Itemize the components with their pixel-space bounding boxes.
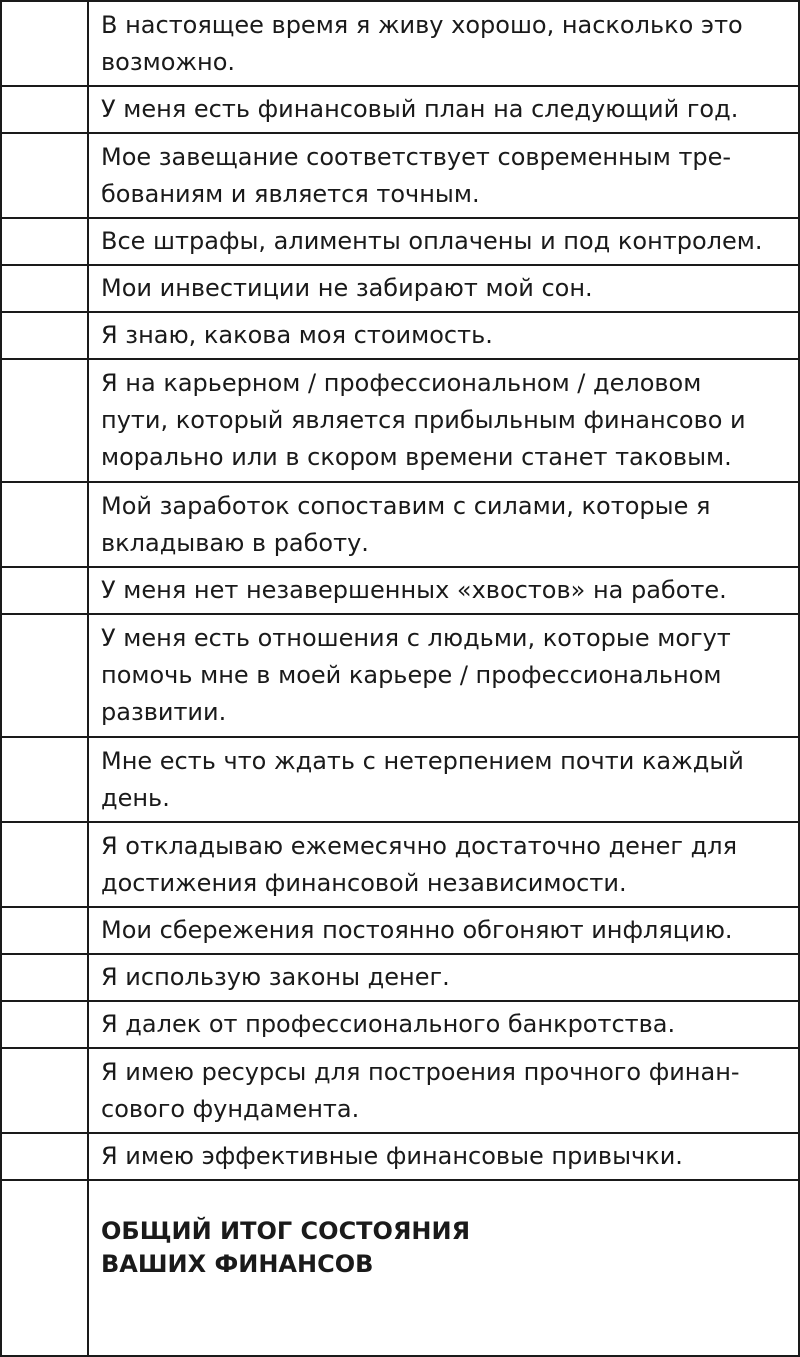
statement-line: бованиям и является точным.: [101, 179, 480, 208]
table-row: [1, 1001, 799, 1048]
statement-cell: [88, 822, 799, 907]
statement-line: Мои инвестиции не забирают мой сон.: [101, 274, 593, 302]
statement-cell: [88, 86, 799, 133]
statement-cell: [88, 133, 799, 218]
table-row: [1, 907, 799, 954]
table-row: [1, 614, 799, 737]
statement-line: Все штрафы, алименты оплачены и под контролем.: [101, 227, 763, 255]
checkbox-cell[interactable]: [1, 954, 88, 1001]
table-row: [1, 737, 799, 822]
statement-line: В настоящее время я живу хорошо, насколько это: [101, 10, 743, 39]
table-row: [1, 1, 799, 86]
table-row: [1, 359, 799, 482]
statement-cell: [88, 614, 799, 737]
statement-line: Я использую законы денег.: [101, 963, 450, 991]
total-label-line: ВАШИХ ФИНАНСОВ: [101, 1250, 374, 1278]
checkbox-cell[interactable]: [1, 1048, 88, 1133]
statement-cell: [88, 312, 799, 359]
statement-line: Мне есть что ждать с нетерпением почти каждый: [101, 746, 744, 775]
checkbox-cell[interactable]: [1, 265, 88, 312]
statement-cell: [88, 1048, 799, 1133]
checkbox-cell[interactable]: [1, 359, 88, 482]
total-label-line: ОБЩИЙ ИТОГ СОСТОЯНИЯ: [101, 1217, 471, 1245]
checkbox-cell[interactable]: [1, 614, 88, 737]
total-label-cell: [88, 1180, 799, 1356]
table-row: [1, 1133, 799, 1180]
statement-cell: [88, 954, 799, 1001]
statement-line: сового фундамента.: [101, 1094, 360, 1123]
total-row: [1, 1180, 799, 1356]
statement-cell: [88, 1133, 799, 1180]
statement-line: морально или в скором времени станет таковым.: [101, 443, 732, 471]
checkbox-cell[interactable]: [1, 312, 88, 359]
checkbox-cell[interactable]: [1, 1, 88, 86]
table-row: [1, 133, 799, 218]
statement-line: Я знаю, какова моя стоимость.: [101, 321, 493, 349]
checkbox-cell[interactable]: [1, 1001, 88, 1048]
statement-line: день.: [101, 783, 170, 812]
statement-line: пути, который является прибыльным финансово и: [101, 406, 746, 434]
table-row: [1, 822, 799, 907]
statement-line: Я на карьерном / профессиональном / деловом: [101, 369, 702, 397]
statement-cell: [88, 265, 799, 312]
statement-line: Я имею ресурсы для построения прочного финан-: [101, 1057, 740, 1086]
table-row: [1, 482, 799, 567]
statement-line: Я далек от профессионального банкротства.: [101, 1010, 676, 1038]
statement-cell: [88, 482, 799, 567]
statement-line: Мои сбережения постоянно обгоняют инфляцию.: [101, 916, 733, 944]
table-row: [1, 86, 799, 133]
table-row: [1, 265, 799, 312]
statement-line: вкладываю в работу.: [101, 528, 369, 557]
statement-cell: [88, 907, 799, 954]
statement-line: У меня есть финансовый план на следующий год.: [101, 95, 739, 123]
statement-line: Мое завещание соответствует современным тре-: [101, 142, 732, 171]
statement-line: Я имею эффективные финансовые привычки.: [101, 1142, 683, 1170]
statement-line: помочь мне в моей карьере / профессиональном: [101, 661, 722, 689]
statement-cell: [88, 1, 799, 86]
checkbox-cell[interactable]: [1, 822, 88, 907]
checkbox-cell[interactable]: [1, 218, 88, 265]
table-row: [1, 567, 799, 614]
checkbox-cell[interactable]: [1, 907, 88, 954]
checkbox-cell[interactable]: [1, 482, 88, 567]
checkbox-cell[interactable]: [1, 1133, 88, 1180]
statement-cell: [88, 737, 799, 822]
statement-line: достижения финансовой независимости.: [101, 868, 627, 897]
checkbox-cell[interactable]: [1, 567, 88, 614]
statement-line: У меня есть отношения с людьми, которые могут: [101, 624, 731, 652]
table-row: [1, 1048, 799, 1133]
table-row: [1, 312, 799, 359]
total-score-cell[interactable]: [1, 1180, 88, 1356]
table-row: [1, 954, 799, 1001]
checkbox-cell[interactable]: [1, 737, 88, 822]
statement-line: У меня нет незавершенных «хвостов» на работе.: [101, 576, 727, 604]
statement-line: развитии.: [101, 698, 227, 726]
statement-cell: [88, 359, 799, 482]
statement-cell: [88, 218, 799, 265]
statement-line: Я откладываю ежемесячно достаточно денег для: [101, 831, 738, 860]
statement-line: возможно.: [101, 47, 236, 76]
statement-cell: [88, 1001, 799, 1048]
statement-line: Мой заработок сопоставим с силами, которые я: [101, 491, 711, 520]
checkbox-cell[interactable]: [1, 133, 88, 218]
checkbox-cell[interactable]: [1, 86, 88, 133]
table-row: [1, 218, 799, 265]
statement-cell: [88, 567, 799, 614]
